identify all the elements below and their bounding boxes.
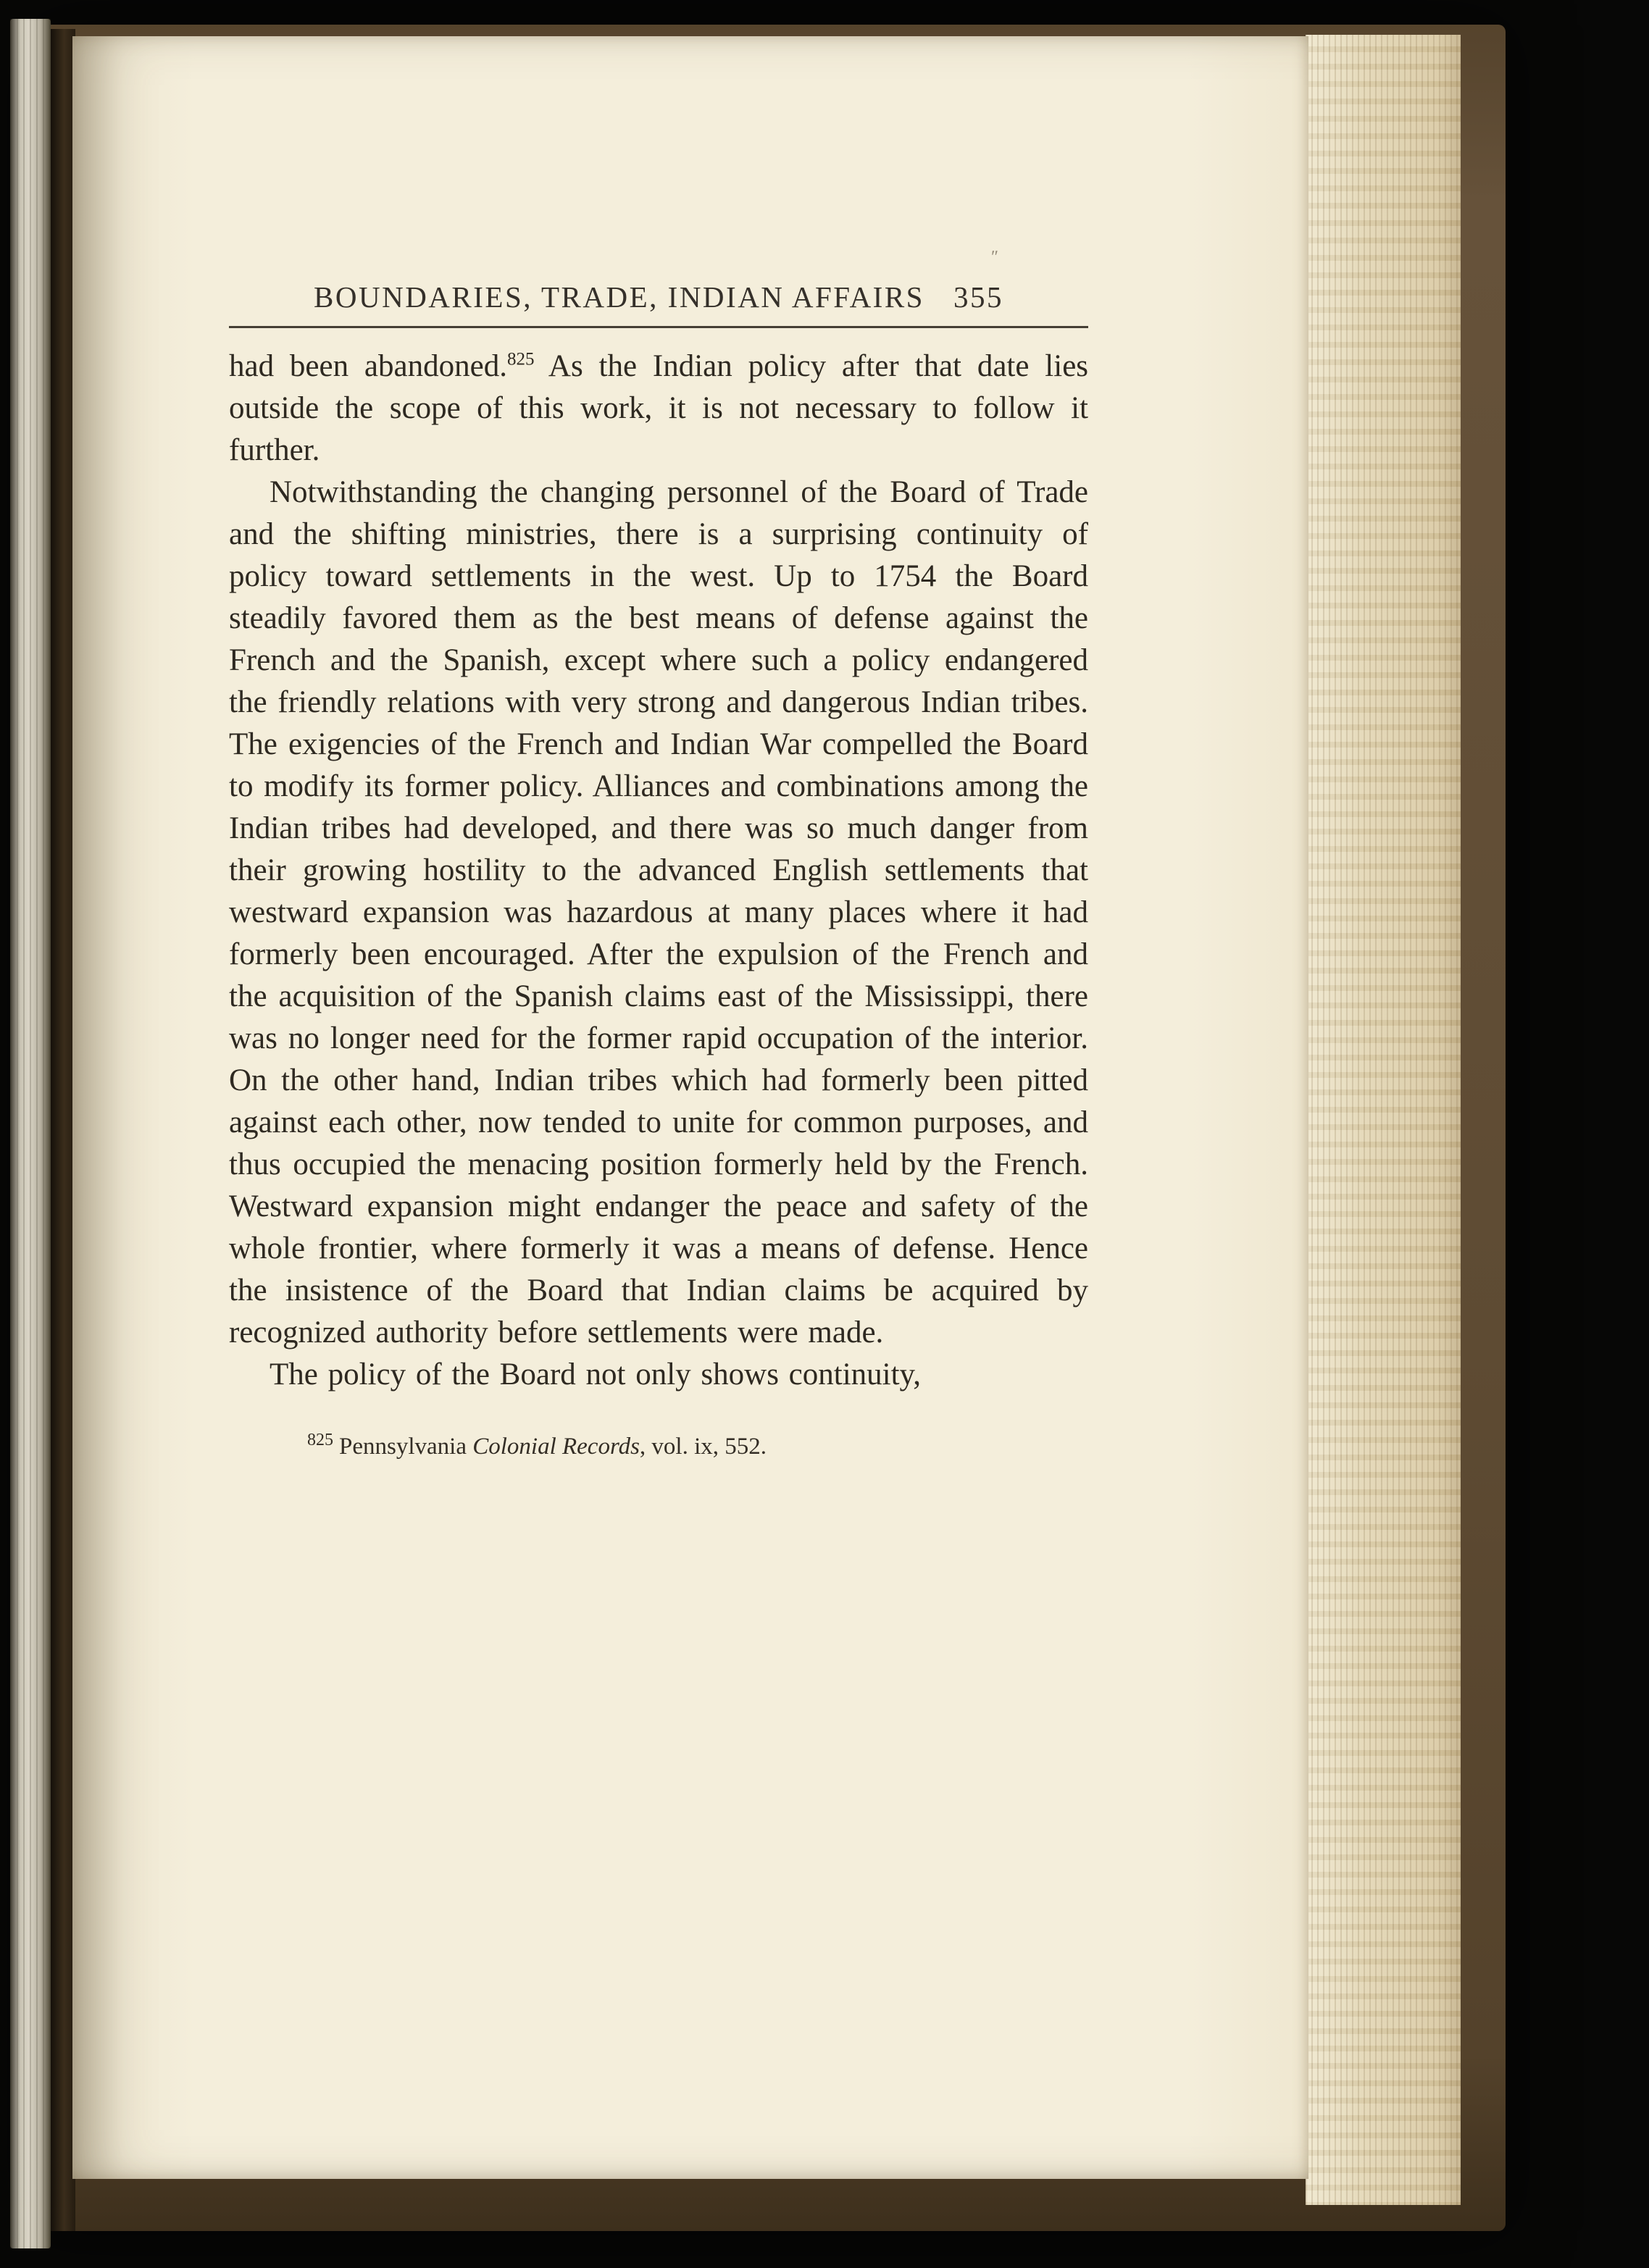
paragraph-text: As the Indian policy after that date lies outside the scope of this work, it is not necessary to follow it further. xyxy=(229,349,1089,467)
paragraph: The policy of the Board not only shows continuity, xyxy=(270,1357,922,1392)
page-edges xyxy=(1306,35,1461,2205)
footnote xyxy=(307,1431,1088,1460)
book-spine-edge xyxy=(10,19,51,2248)
paragraph: Notwithstanding the changing personnel of the Board of Trade and the shifting ministries, there is a surprising continuity of policy toward settlements in the west. Up to 1754 the Board steadily favored them as the best means of defense against the French and the Spanish, except where such a policy endangered the friendly relations with very strong and dangerous Indian tribes. The exigencies of the French and Indian War compelled the Board to modify its former policy. Alliances and combinations among the Indian tribes had developed, and there was so much danger from their growing hostility to the advanced English settlements that westward expansion was hazardous at many places where it had formerly been encouraged. After the expulsion of the French and the acquisition of the Spanish claims east of the Mississippi, there was no longer need for the former rapid occupation of the interior. On the other hand, Indian tribes which had formerly been pitted against each other, now tended to unite for common purposes, and thus occupied the menacing position formerly held by the French. Westward expansion might endanger the peace and safety of the whole frontier, where formerly it was a means of defense. Hence the insistence of the Board that Indian claims be acquired by recognized authority before settlements were made. xyxy=(229,475,1088,1349)
page-number: 355 xyxy=(953,280,1003,314)
text-column xyxy=(229,280,1088,1460)
scan-artifact: ʺ xyxy=(991,248,998,267)
book-page xyxy=(72,36,1308,2179)
footnote-text: Pennsylvania xyxy=(339,1434,473,1460)
footnote-work-title: Colonial Records xyxy=(472,1434,640,1460)
footnote-reference: 825 xyxy=(506,349,535,369)
body-text xyxy=(229,346,1088,1396)
chapter-title: BOUNDARIES, TRADE, INDIAN AFFAIRS xyxy=(314,280,924,314)
running-header xyxy=(229,280,1088,314)
binding-gutter xyxy=(51,29,75,2231)
paragraph-continuation xyxy=(229,346,1088,472)
footnote-text: , vol. ix, 552. xyxy=(639,1434,767,1460)
header-rule xyxy=(229,326,1088,328)
footnote-number: 825 xyxy=(307,1431,333,1449)
paragraph-text: had been abandoned. xyxy=(229,349,507,383)
